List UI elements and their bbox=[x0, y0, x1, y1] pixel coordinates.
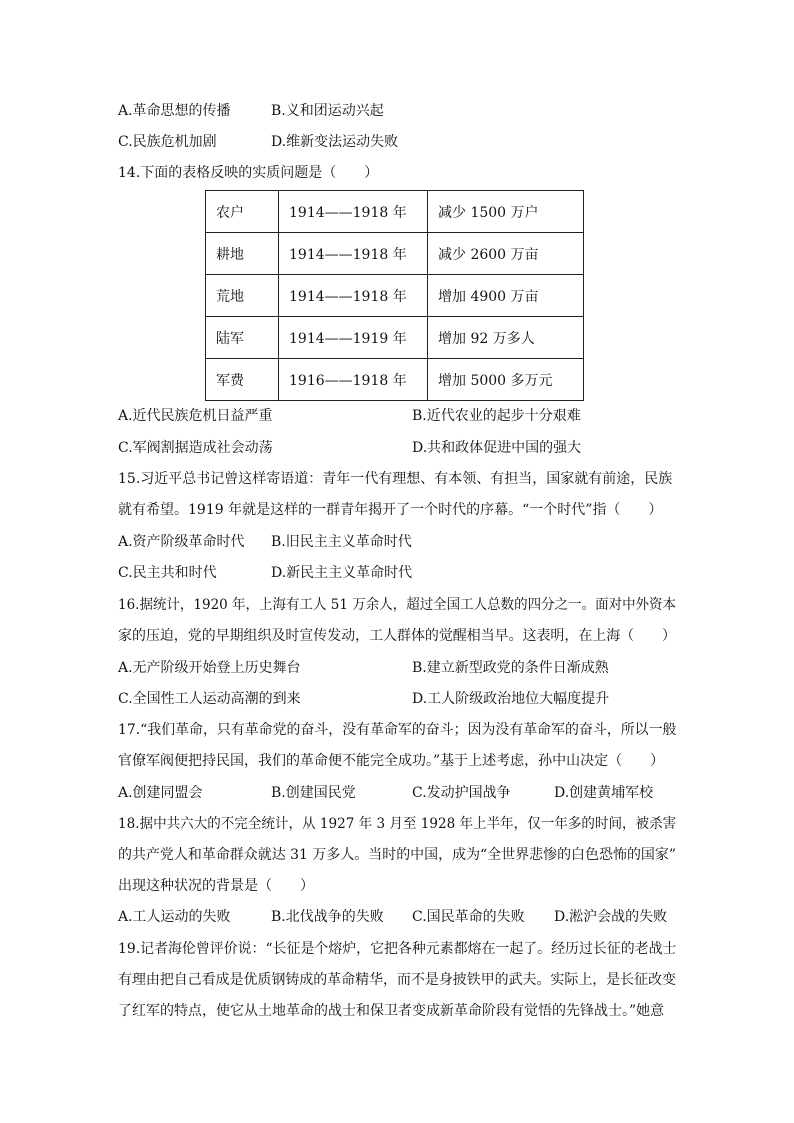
table-cell: 1914——1918 年 bbox=[279, 275, 428, 317]
table-cell: 陆军 bbox=[206, 317, 279, 359]
q18-stem-line-2: 的共产党人和革命群众就达 31 万多人。当时的中国，成为“全世界悲惨的白色恐怖的国家” bbox=[118, 847, 677, 863]
q17-stem-line-1: 17.“我们革命，只有革命党的奋斗，没有革命军的奋斗；因为没有革命军的奋斗，所以一般 bbox=[118, 722, 677, 738]
q19-stem-line-1: 19.记者海伦曾评价说：“长征是个熔炉，它把各种元素都熔在一起了。经历过长征的老战士 bbox=[118, 941, 677, 957]
q14-option-a: A.近代民族危机日益严重 bbox=[118, 408, 273, 424]
q18-stem-line-3: 出现这种状况的背景是（ ） bbox=[118, 878, 314, 894]
q13-option-c: C.民族危机加剧 bbox=[118, 134, 217, 150]
table-row bbox=[206, 317, 584, 359]
q16-option-a: A.无产阶级开始登上历史舞台 bbox=[118, 660, 301, 676]
q14-table bbox=[205, 190, 584, 401]
table-cell: 军费 bbox=[206, 359, 279, 401]
q14-option-c: C.军阀割据造成社会动荡 bbox=[118, 440, 273, 456]
q18-option-d: D.淞沪会战的失败 bbox=[554, 909, 668, 925]
table-cell: 农户 bbox=[206, 191, 279, 233]
q17-option-b: B.创建国民党 bbox=[271, 785, 356, 801]
q16-stem-line-2: 家的压迫，党的早期组织及时宣传发动，工人群体的觉醒相当早。这表明，在上海（ ） bbox=[118, 628, 676, 644]
table-cell: 1914——1918 年 bbox=[279, 233, 428, 275]
q14-option-d: D.共和政体促进中国的强大 bbox=[412, 440, 582, 456]
table-row bbox=[206, 359, 584, 401]
table-cell: 1916——1918 年 bbox=[279, 359, 428, 401]
q16-option-b: B.建立新型政党的条件日渐成熟 bbox=[412, 660, 609, 676]
table-row bbox=[206, 275, 584, 317]
q15-option-d: D.新民主主义革命时代 bbox=[271, 565, 413, 581]
q17-option-a: A.创建同盟会 bbox=[118, 785, 203, 801]
q14-option-b: B.近代农业的起步十分艰难 bbox=[412, 408, 581, 424]
table-cell: 1914——1919 年 bbox=[279, 317, 428, 359]
q18-option-b: B.北伐战争的失败 bbox=[271, 909, 384, 925]
q13-option-d: D.维新变法运动失败 bbox=[271, 134, 399, 150]
q14-stem: 14.下面的表格反映的实质问题是（ ） bbox=[118, 165, 379, 181]
table-cell: 减少 2600 万亩 bbox=[428, 233, 584, 275]
q17-option-c: C.发动护国战争 bbox=[412, 785, 511, 801]
q15-option-c: C.民主共和时代 bbox=[118, 565, 217, 581]
q15-option-a: A.资产阶级革命时代 bbox=[118, 534, 245, 550]
q17-stem-line-2: 官僚军阀便把持民国，我们的革命便不能完全成功。”基于上述考虑，孙中山决定（ ） bbox=[118, 753, 665, 769]
table-row bbox=[206, 191, 584, 233]
q19-stem-line-3: 了红军的特点，使它从土地革命的战士和保卫者变成新革命阶段有觉悟的先锋战士。”她意 bbox=[118, 1003, 665, 1019]
table-cell: 增加 92 万多人 bbox=[428, 317, 584, 359]
table-row bbox=[206, 233, 584, 275]
q15-stem-line-1: 15.习近平总书记曾这样寄语道：青年一代有理想、有本领、有担当，国家就有前途，民族 bbox=[118, 471, 673, 487]
table-cell: 增加 4900 万亩 bbox=[428, 275, 584, 317]
table-cell: 荒地 bbox=[206, 275, 279, 317]
q13-option-b: B.义和团运动兴起 bbox=[271, 103, 384, 119]
table-cell: 1914——1918 年 bbox=[279, 191, 428, 233]
q17-option-d: D.创建黄埔军校 bbox=[554, 785, 654, 801]
q18-option-a: A.工人运动的失败 bbox=[118, 909, 231, 925]
q15-option-b: B.旧民主主义革命时代 bbox=[271, 534, 412, 550]
table-cell: 减少 1500 万户 bbox=[428, 191, 584, 233]
q16-stem-line-1: 16.据统计，1920 年，上海有工人 51 万余人，超过全国工人总数的四分之一。面对中外资本 bbox=[118, 597, 677, 613]
q19-stem-line-2: 有理由把自己看成是优质钢铸成的革命精华，而不是身披铁甲的武夫。实际上，是长征改变 bbox=[118, 972, 676, 988]
q18-option-c: C.国民革命的失败 bbox=[412, 909, 525, 925]
q16-option-d: D.工人阶级政治地位大幅度提升 bbox=[412, 691, 610, 707]
table-cell: 增加 5000 多万元 bbox=[428, 359, 584, 401]
q15-stem-line-2: 就有希望。1919 年就是这样的一群青年揭开了一个时代的序幕。“一个时代”指（ ） bbox=[118, 502, 663, 518]
q18-stem-line-1: 18.据中共六大的不完全统计，从 1927 年 3 月至 1928 年上半年，仅一年多的时间，被杀害 bbox=[118, 816, 677, 832]
q13-option-a: A.革命思想的传播 bbox=[118, 103, 231, 119]
table-cell: 耕地 bbox=[206, 233, 279, 275]
q16-option-c: C.全国性工人运动高潮的到来 bbox=[118, 691, 301, 707]
